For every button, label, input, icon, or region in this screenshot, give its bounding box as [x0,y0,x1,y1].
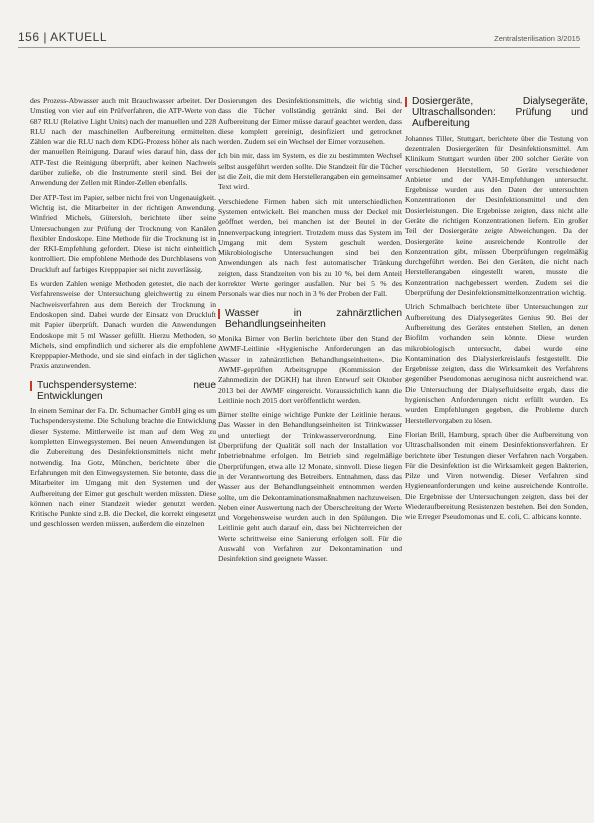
paragraph: des Prozess-Abwasser auch mit Brauchwasser arbeitet. Der Umstieg von vier auf ein Prüfverfahren, die ATP-Werte von 687 RLU (Relative Light Units) nach der manuellen und 228 RLU nach der maschinellen Aufbereitung ermittelten. Zählen war die RLU nach dem KDG-Prozess höher als nach der manuellen Reinigung. Darauf wies darauf hin, dass der ATP-Test die Reinigung überprüft, aber keinen Nachweis darüber zuließe, ob die Instrumente steril sind. Bei der Anwendung der Zellen mit Rinder-Zellen ebenfalls. [30,96,216,188]
page-header [18,30,580,46]
paragraph: Birner stellte einige wichtige Punkte der Leitlinie heraus. Das Wasser in den Behandlungseinheiten ist Trinkwasser und unterliegt der Trinkwasserverordnung. Eine Überprüfung der Qualität soll nach der Installation vor Inbetriebnahme erfolgen. Im Betrieb sind regelmäßige Überprüfungen, etwa alle 12 Monate, sinnvoll. Diese liegen in der Verantwortung des Betreibers. Entnahmen, dass das Wasser aus der Behandlungseinheit entnommen werden sollte, um die Dekontaminationsmaßnahmen nachzuweisen. Neben einer Auswertung nach der Überschreitung der Werte und Vorgehensweise wurden auch in den Spülungen. Die Leitlinie geht auch darauf ein, dass bei Nichterreichen der Werte schrittweise eine Sanierung erfolgen soll. Für die Auswahl von Verfahren zur Dekontamination und Desinfektion sind geeignete Wasser. [218,410,402,564]
heading-bar [30,381,32,391]
paragraph: Dosierungen des Desinfektionsmittels, die wichtig sind, dass die Tücher vollständig getränkt sind. Bei der Aufbereitung der Eimer müsse darauf geachtet werden, dass diese komplett gereinigt, desinfiziert und getrocknet werden. Zudem sei ein Wechsel der Eimer vorzusehen. [218,96,402,147]
column-2 [218,96,402,569]
paragraph: Der ATP-Test im Papier, selber nicht frei von Ungenauigkeit. Wichtig ist, die Mitarbeiter in der richtigen Anwendung. Winfried Michels, Gütersloh, berichtete über seine Untersuchungen zur Prüfung der Trocknung von Kanälen flexibler Endoskope. Eine Methode für die Trocknung ist in der RKI-Empfehlung gefordert. Diese ist nicht einheitlich kontrolliert. Die empfohlene Methode des Durchblasens von Druckluft auf farbiges Krepppapier sei nicht zuverlässig. [30,192,216,274]
paragraph: Ich bin mir, dass im System, es die zu bestimmten Wechsel selbst ausgeführt werden sollte. Die Standzeit für die Tücher ist die Zeit, die mit dem Herstellerangaben ein gemeinsamer Text wird. [218,151,402,192]
paragraph: Verschiedene Firmen haben sich mit unterschiedlichen Systemen entwickelt. Bei manchen muss der Deckel mit geöffnet werden, bei manchen ist der Beutel in der Innenverpackung integriert. Trotzdem muss das System im Umgang mit dem System geschult werden. Mikrobiologische Untersuchungen sind bei den Anwendungen als nach fest automatischer Tränkung zeigten, dass Standzeiten von bis zu 10 %, bei dem Anteil korrekter Werte geringer ausfallen. Nur bei 5 % des Personals war dies nur noch in 3 % der Proben der Fall. [218,196,402,299]
paragraph: Johannes Tiller, Stuttgart, berichtete über die Testung von dezentralen Dosiergeräten für Desinfektionsmittel. Am Klinikum Stuttgart wurden über 200 solcher Geräte von verschiedenen Herstellern, 50 Geräte verschiedener Anbieter und der VAH-Empfehlungen untersucht. Ergebnisse wurden aus den Daten der untersuchten Konzentrationen der Desinfektionsmittel und den Dosierleistungen. Die Ergebnisse zeigten, dass nicht alle Geräte die richtigen Konzentrationen liefern. Ein großer Teil der Dosiergeräte zeigte Abweichungen. Da der Dosiergeräte keine ausreichende Kontrolle der Konzentration gibt, müssen Überprüfungen regelmäßig durchgeführt werden. Bei den Geräten, die nicht nach Herstellerangaben eingestellt waren, musste die Konzentration nachgebessert werden. Zudem sei die Überprüfung der Desinfektionsmittelkonzentration wichtig. [405,133,588,298]
paragraph: Ulrich Schmalbach berichtete über Untersuchungen zur Aufbereitung des Dialysegerätes Genius 90. Bei der Aufbereitung des Gerätes entstehen Stellen, an denen Biofilm vorhanden sein könnte. Diese wurden mikrobiologisch untersucht, dabei wurde eine Kontamination des Dialysierkreislaufs festgestellt. Die Ergebnisse zeigten, dass die Wirksamkeit des Verfahrens gegenüber Pseudomonas aeruginosa nicht ausreichend war. Die Untersuchung der Dialysefluidseite ergab, dass die hygienischen Anforderungen nicht erfüllt wurden. Es wurden Empfehlungen gegeben, die Probleme durch Herstellervorgaben zu lösen. [405,302,588,425]
paragraph: Es wurden Zahlen wenige Methoden getestet, die nach der Verfahrensweise der Untersuchung gleichwertig zu einem Nachweisverfahren aus dem Bereich der Trocknung in Endoskopen sind. Dabei wurde der Einsatz von Druckluft mit Papier überprüft. Danach wurden die Anwendungen Endoskope mit 5 ml Wasser gefüllt. Hierzu Methoden, so Michels, sind empfindlich und sicherer als die empfohlene Krepppapier-Methode, und sie sind einfach in der täglichen Praxis anzuwenden. [30,279,216,371]
column-3 [405,96,588,527]
heading-bar [405,97,407,107]
section-heading [218,308,402,330]
header-rule [18,47,580,48]
paragraph: Florian Brill, Hamburg, sprach über die Aufbereitung von Ultraschallsonden mit einem Desinfektionsverfahren. Er berichtete über Testungen dieser Verfahren nach Vorgaben. Für die Desinfektion ist die Wirksamkeit gegen Bakterien, Pilze und Viren notwendig. Dieser Verfahren sind Hygieneanforderungen und keine ausreichende Kontrolle. Die Ergebnisse der Untersuchungen zeigten, dass bei der Wiederaufbereitung Resistenzen bestehen. Bei den Sonden, wie Erreger Pseudomonas und E. coli, C. albicans konnte. [405,429,588,522]
paragraph: In einem Seminar der Fa. Dr. Schumacher GmbH ging es um Tuchspendersysteme. Die Schulung brachte die Entwicklung dieser Systeme. Mittlerweile ist man auf dem Weg zu kompletten Einwegsystemen. Bei neuen Anwendungen ist die Zubereitung des Desinfektionsmittels nicht mehr notwendig. Ina Gotz, München, berichtete über die Erfahrungen mit den Einwegsystemen. Sie betonte, dass die Mitarbeiter im Umgang mit den Systemen und der Aufbereitung der Eimer gut geschult werden müssten. Diese können nach einer Standzeit wieder genutzt werden. Kritische Punkte sind z.B. die Deckel, die korrekt eingesetzt und geschlossen werden müssen, außerdem die einzelnen [30,406,216,529]
section-heading [30,380,216,402]
heading-text: Tuchspendersysteme: neue Entwicklungen [37,379,216,402]
page-number: 156 | AKTUELL [18,30,107,44]
heading-text: Wasser in zahnärztlichen Behandlungseinheiten [225,307,402,330]
heading-bar [218,309,220,319]
paragraph: Monika Birner von Berlin berichtete über den Stand der AWMF-Leitlinie «Hygienische Anforderungen an das Wasser in zahnärztlichen Behandlungseinheiten». Die AWMF-geprüften Arbeitsgruppe (Kommission der Zahnmedizin der DGKH) hat ihren Entwurf seit Oktober 2013 bei der AWMF eingereicht. Voraussichtlich kann die Leitlinie noch 2015 dort veröffentlicht werden. [218,334,402,405]
journal-title: Zentralsterilisation 3/2015 [494,34,580,43]
column-1 [30,96,216,534]
section-heading [405,96,588,130]
heading-text: Dosiergeräte, Dialysegeräte, Ultraschallsonden: Prüfung und Aufbereitung [412,96,588,130]
